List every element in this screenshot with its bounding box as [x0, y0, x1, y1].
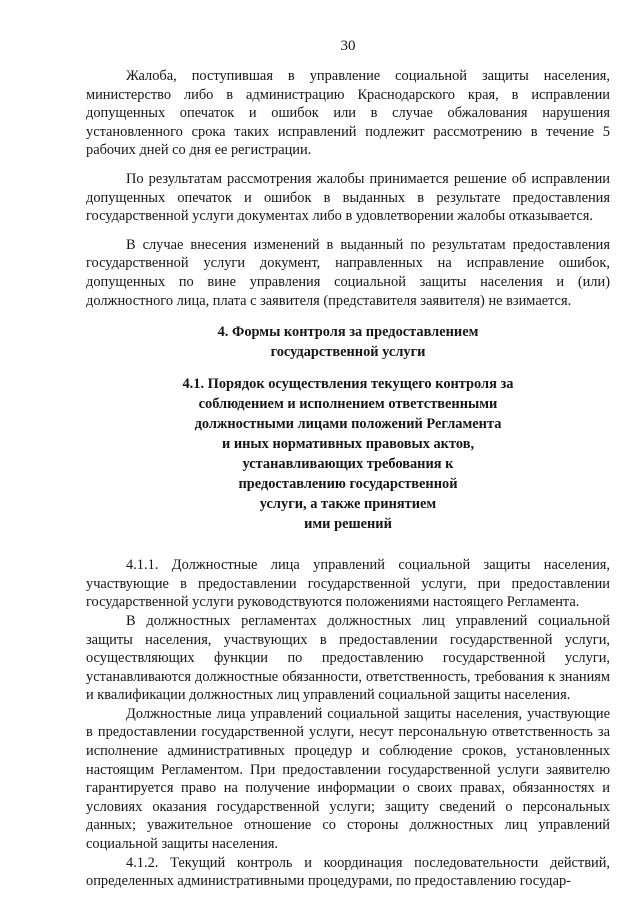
- paragraph-complaint-review: Жалоба, поступившая в управление социальной защиты населения, министерство либо в администрацию Краснодарского края, в исправлении допущенных опечаток и ошибок или в случае обжалования нарушения установленного срока таких исправлений подлежит рассмотрению в течение 5 рабочих дней со дня ее регистрации.: [86, 68, 610, 159]
- subsection-heading-line: устанавливающих требования к: [242, 456, 454, 473]
- paragraph-no-fee: В случае внесения изменений в выданный по результатам предоставления государственной услуги документ, направленных на исправление ошибок, допущенных по вине управления социальной защиты населения и (или) должностного лица, плата с заявителя (представителя заявителя) не взимается.: [86, 236, 610, 309]
- page-number: 30: [340, 38, 356, 54]
- subsection-heading-line: и иных нормативных правовых актов,: [221, 436, 475, 453]
- subsection-heading: [86, 374, 610, 534]
- paragraph-4-1-2: 4.1.2. Текущий контроль и координация последовательности действий, определенных административными процедурами, по предоставлению государ-: [86, 854, 610, 890]
- subsection-heading-line: 4.1. Порядок осуществления текущего контроля за: [182, 376, 514, 393]
- subsection-heading-line: предоставлению государственной: [238, 476, 458, 493]
- paragraph-4-1-1: 4.1.1. Должностные лица управлений социальной защиты населения, участвующие в предоставлении государственной услуги, при предоставлении государственной услуги руководствуются положениями настоящего Регламента.: [86, 557, 610, 611]
- section-heading: [86, 322, 610, 362]
- paragraph-complaint-decision: По результатам рассмотрения жалобы принимается решение об исправлении допущенных опечаток и ошибок в выданных в результате предоставления государственной услуги документах либо в удовлетворении жалобы отказывается.: [86, 170, 610, 225]
- section-heading-line: государственной услуги: [270, 344, 426, 361]
- paragraph-job-regulations: В должностных регламентах должностных лиц управлений социальной защиты населения, участвующих в предоставлении государственной услуги, осуществляющих функции по предоставлению государственной услуги, устанавливаются должностные обязанности, ответственность, требования к знаниям и квалификации должностных лиц управлений социальной защиты населения.: [86, 612, 610, 704]
- section-heading-line: 4. Формы контроля за предоставлением: [217, 324, 479, 341]
- subsection-heading-line: услуги, а также принятием: [259, 496, 437, 513]
- subsection-heading-line: должностными лицами положений Регламента: [194, 416, 502, 433]
- subsection-heading-line: соблюдением и исполнением ответственными: [198, 396, 498, 413]
- paragraph-personal-responsibility: Должностные лица управлений социальной защиты населения, участвующие в предоставлении государственной услуги, несут персональную ответственность за исполнение административных процедур и соблюдение сроков, установленных настоящим Регламентом. При предоставлении государственной услуги заявителю гарантируется право на получение информации о своих правах, обязанностях и условиях оказания государственной услуги; защиту сведений о персональных данных; уважительное отношение со стороны должностных лиц управлений социальной защиты населения.: [86, 705, 610, 853]
- subsection-heading-line: ими решений: [304, 516, 392, 533]
